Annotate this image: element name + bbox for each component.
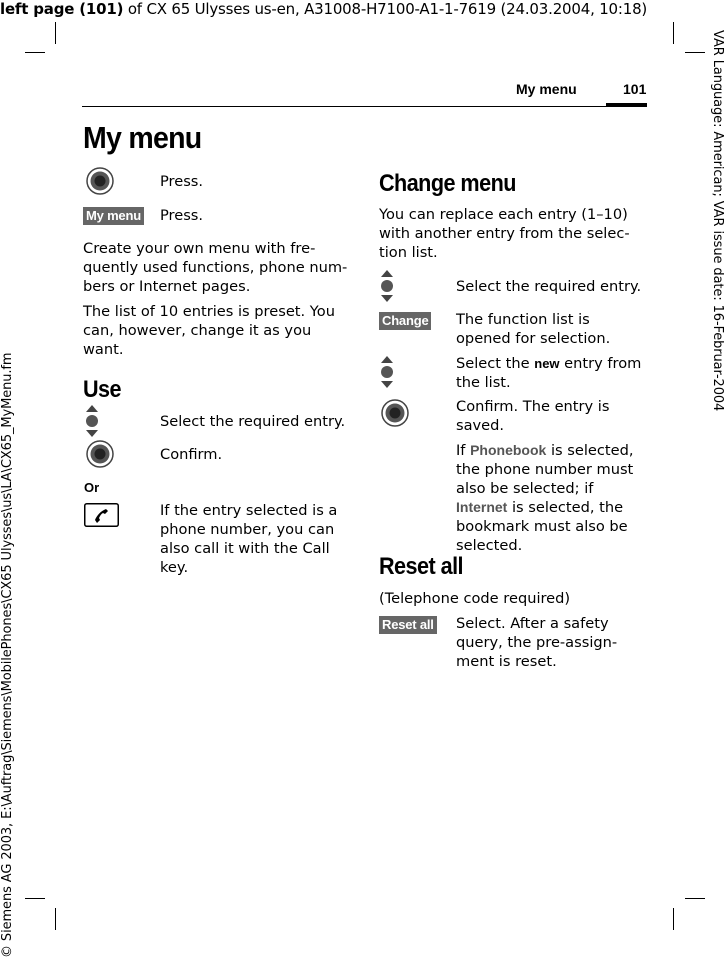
running-header-page-number: 101 xyxy=(623,81,647,97)
page-title xyxy=(83,120,212,156)
page-title-text: My menu xyxy=(83,120,202,155)
navigation-key-center-icon xyxy=(85,439,115,469)
step-press-text-2: Press. xyxy=(160,207,204,224)
call-key-icon xyxy=(84,503,119,527)
phonebook-term: Phonebook xyxy=(470,442,547,458)
navigation-key-center-icon xyxy=(380,398,410,428)
running-header-title: My menu xyxy=(516,81,577,97)
use-confirm-text: Confirm. xyxy=(160,446,223,463)
change-select-text: Select the required entry. xyxy=(456,278,642,295)
note-part-2: is selected, the phone number must also be selected; if xyxy=(456,442,634,497)
change-intro-paragraph: You can replace each entry (1–10) with another entry from the selec-tion list. xyxy=(379,206,630,261)
header-rule-accent xyxy=(606,103,647,107)
note-part-3: is selected, the bookmark must also be selected. xyxy=(456,499,628,554)
print-job-header-bold: left page (101) xyxy=(0,0,124,18)
navigation-key-center-icon xyxy=(85,166,115,196)
note-part-1: If xyxy=(456,442,471,459)
select-new-post: entry from the list. xyxy=(456,355,642,391)
select-new-pre: Select the xyxy=(456,355,535,372)
softkey-my-menu-label: My menu xyxy=(83,207,144,225)
softkey-reset-all-label: Reset all xyxy=(379,616,437,634)
reset-code-note: (Telephone code required) xyxy=(379,590,571,607)
or-label: Or xyxy=(84,480,100,495)
preset-paragraph: The list of 10 entries is preset. You can, however, change it as you want. xyxy=(83,303,335,358)
use-heading: Use xyxy=(83,376,122,403)
navigation-key-updown-icon xyxy=(85,405,99,437)
change-confirm-text: Confirm. The entry is saved. xyxy=(456,398,610,434)
reset-all-heading: Reset all xyxy=(379,553,463,580)
softkey-change-label: Change xyxy=(379,312,431,330)
use-select-text: Select the required entry. xyxy=(160,413,346,430)
print-job-header-rest: of CX 65 Ulysses us-en, A31008-H7100-A1-1-7619 (24.03.2004, 10:18) xyxy=(123,0,648,18)
softkey-my-menu xyxy=(83,205,144,225)
intro-paragraph: Create your own menu with fre-quently used functions, phone num-bers or Internet pages. xyxy=(83,240,348,295)
navigation-key-updown-icon xyxy=(380,270,394,302)
reset-select-text: Select. After a safety query, the pre-assign-ment is reset. xyxy=(456,615,618,670)
change-select-new-text xyxy=(456,354,646,392)
internet-term: Internet xyxy=(456,499,508,515)
new-term: new xyxy=(534,356,560,371)
margin-var-language: VAR Language: American; VAR issue date: 16-Februar-2004 xyxy=(710,30,725,412)
change-function-list-text: The function list is opened for selection. xyxy=(456,311,611,347)
call-key-text: If the entry selected is a phone number, you can also call it with the Call key. xyxy=(160,502,338,576)
softkey-change xyxy=(379,310,431,330)
step-press-text: Press. xyxy=(160,173,204,190)
navigation-key-updown-icon xyxy=(380,356,394,388)
print-job-header xyxy=(0,0,725,18)
margin-file-path: © Siemens AG 2003, E:\Auftrag\Siemens\MobilePhones\CX65 Ulysses\us\LA\CX65_MyMenu.fm xyxy=(0,352,15,958)
softkey-reset-all xyxy=(379,614,437,634)
change-note-paragraph xyxy=(456,441,648,555)
header-rule xyxy=(82,106,647,107)
change-menu-heading: Change menu xyxy=(379,170,516,197)
